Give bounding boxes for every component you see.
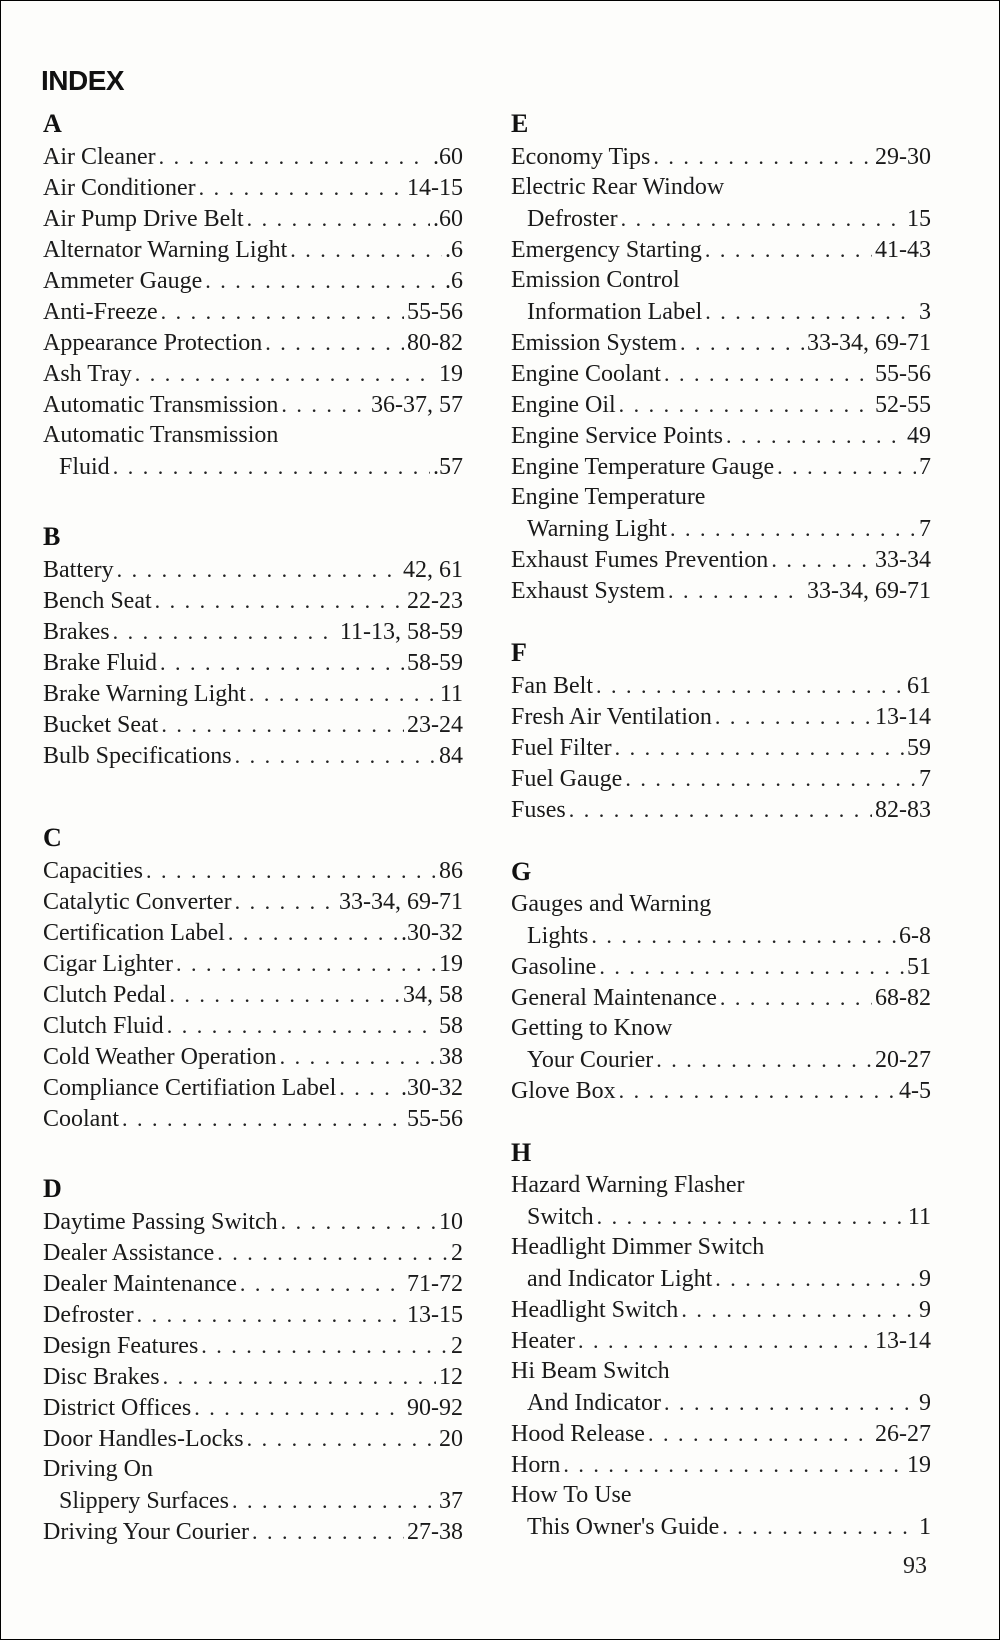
section-letter: H: [511, 1138, 532, 1167]
index-term: Hi Beam Switch: [511, 1358, 670, 1384]
index-entry: [43, 265, 463, 296]
index-entry: [43, 585, 463, 616]
page-ref: 58: [439, 1013, 463, 1039]
index-term: Gauges and Warning: [511, 891, 712, 917]
dot-leader: [339, 1072, 398, 1103]
page-ref: 13-14: [875, 1328, 931, 1354]
dot-leader: [668, 575, 804, 606]
dot-leader: [715, 1263, 916, 1294]
index-entry: [511, 920, 931, 951]
index-term: Door Handles-Locks: [43, 1426, 244, 1452]
index-term: Brakes: [43, 619, 110, 645]
index-entry: [43, 1361, 463, 1392]
index-column-right: [511, 107, 931, 1542]
page-ref: 9: [919, 1266, 931, 1292]
index-term: Defroster: [43, 1302, 134, 1328]
index-entry: [43, 554, 463, 585]
section-h: [511, 1136, 931, 1542]
index-entry: [43, 1485, 463, 1516]
page-ref: 20-27: [875, 1047, 931, 1073]
index-entry: [43, 296, 463, 327]
dot-leader: [653, 141, 872, 172]
dot-leader: [235, 740, 436, 771]
page-ref: 2: [451, 1333, 463, 1359]
page-ref: 27-38: [407, 1519, 463, 1545]
page-ref: 1: [919, 1514, 931, 1540]
index-entry: [511, 420, 931, 451]
index-term: Clutch Fluid: [43, 1013, 164, 1039]
index-term: Alternator Warning Light: [43, 237, 288, 263]
dot-leader: [146, 855, 436, 886]
index-term: Dealer Assistance: [43, 1240, 215, 1266]
index-entry: [43, 203, 463, 234]
dot-leader: [596, 670, 904, 701]
index-term: Economy Tips: [511, 144, 651, 170]
index-entry: [511, 1511, 931, 1542]
page-ref: 37: [439, 1488, 463, 1514]
page-ref: 4-5: [899, 1078, 931, 1104]
index-entry: [43, 1516, 463, 1547]
dot-leader: [648, 1418, 872, 1449]
index-entry: [511, 1044, 931, 1075]
page-ref: 52-55: [875, 392, 931, 418]
index-entry: [43, 1392, 463, 1423]
index-entry: [43, 917, 463, 948]
index-term: Emission Control: [511, 267, 680, 293]
dot-leader: [176, 948, 436, 979]
index-entry: [511, 1201, 931, 1232]
dot-leader: [597, 1201, 905, 1232]
page-ref: 33-34, 69-71: [807, 578, 931, 604]
page-ref: .6: [445, 237, 463, 263]
index-entry: [43, 948, 463, 979]
page-ref: 61: [907, 673, 931, 699]
index-term: Catalytic Converter: [43, 889, 232, 915]
dot-leader: [680, 327, 804, 358]
index-subterm: This Owner's Guide: [527, 1514, 720, 1540]
page-ref: 9: [919, 1297, 931, 1323]
index-entry: [43, 389, 463, 420]
index-entry: [43, 451, 463, 482]
dot-leader: [720, 982, 872, 1013]
dot-leader: [137, 1299, 404, 1330]
page-ref: 19: [439, 361, 463, 387]
index-entry: [43, 979, 463, 1010]
page-ref: 82-83: [875, 797, 931, 823]
dot-leader: [135, 358, 436, 389]
index-entry: [511, 575, 931, 606]
page-ref: 9: [919, 1390, 931, 1416]
index-term: Engine Service Points: [511, 423, 723, 449]
index-subterm: Warning Light: [527, 516, 668, 542]
dot-leader: [117, 554, 400, 585]
page-number: 93: [903, 1553, 927, 1579]
index-term: Capacities: [43, 858, 143, 884]
page-ref: 34, 58: [403, 982, 463, 1008]
dot-leader: [217, 1237, 448, 1268]
page-ref: 55-56: [875, 361, 931, 387]
index-entry: [43, 886, 463, 917]
page-ref: 14-15: [407, 175, 463, 201]
section-letter: B: [43, 522, 61, 551]
dot-leader: [113, 451, 430, 482]
page-ref: 29-30: [875, 144, 931, 170]
section-letter: G: [511, 857, 532, 886]
index-title: INDEX: [41, 65, 125, 96]
page-ref: 7: [919, 454, 931, 480]
page-ref: 33-34: [875, 547, 931, 573]
index-term: Emission System: [511, 330, 678, 356]
dot-leader: [235, 886, 336, 917]
page-ref: 7: [919, 516, 931, 542]
index-entry: [511, 141, 931, 172]
index-entry: [511, 203, 931, 234]
page-ref: .6: [445, 268, 463, 294]
section-b: [43, 520, 463, 771]
index-term: Fuel Filter: [511, 735, 612, 761]
index-entry: [43, 1072, 463, 1103]
index-entry: [43, 1299, 463, 1330]
dot-leader: [705, 296, 916, 327]
index-term: Hazard Warning Flasher: [511, 1172, 745, 1198]
index-term: Battery: [43, 557, 114, 583]
page-ref: 59: [907, 735, 931, 761]
index-term: Brake Warning Light: [43, 681, 246, 707]
page-ref: 71-72: [407, 1271, 463, 1297]
page-ref: 38: [439, 1044, 463, 1070]
index-entry: [511, 296, 931, 327]
index-term: Cigar Lighter: [43, 951, 173, 977]
index-term: Engine Coolant: [511, 361, 661, 387]
page-ref: 86: [439, 858, 463, 884]
index-term: Gasoline: [511, 954, 597, 980]
index-term: Air Cleaner: [43, 144, 156, 170]
page-ref: 42, 61: [403, 557, 463, 583]
dot-leader: [201, 1330, 448, 1361]
dot-leader: [656, 1044, 872, 1075]
index-entry: [511, 701, 931, 732]
index-term: Electric Rear Window: [511, 174, 725, 200]
index-term: Appearance Protection: [43, 330, 263, 356]
dot-leader: [194, 1392, 404, 1423]
index-entry: [43, 1330, 463, 1361]
dot-leader: [563, 1449, 904, 1480]
page-ref: 36-37, 57: [371, 392, 463, 418]
index-subterm: Your Courier: [527, 1047, 654, 1073]
index-entry: [511, 1387, 931, 1418]
dot-leader: [281, 1206, 436, 1237]
page-ref: .30-32: [401, 1075, 463, 1101]
index-entry: [511, 389, 931, 420]
page-ref: 58-59: [407, 650, 463, 676]
index-entry: [511, 670, 931, 701]
index-term: Clutch Pedal: [43, 982, 167, 1008]
page-ref: 6-8: [899, 923, 931, 949]
section-letter: C: [43, 823, 62, 852]
dot-leader: [232, 1485, 436, 1516]
index-entry: [43, 678, 463, 709]
page-ref: .30-32: [401, 920, 463, 946]
index-subterm: Fluid: [59, 454, 110, 480]
index-term: Hood Release: [511, 1421, 645, 1447]
page-ref: 55-56: [407, 1106, 463, 1132]
index-term: Automatic Transmission: [43, 422, 279, 448]
section-f: [511, 636, 931, 825]
page-ref: 68-82: [875, 985, 931, 1011]
index-term: Engine Temperature Gauge: [511, 454, 775, 480]
section-e: [511, 107, 931, 606]
index-term: Driving On: [43, 1456, 153, 1482]
index-term: Horn: [511, 1452, 561, 1478]
index-term: Certification Label: [43, 920, 225, 946]
index-entry: [43, 709, 463, 740]
dot-leader: [160, 647, 404, 678]
dot-leader: [615, 732, 904, 763]
dot-leader: [591, 920, 896, 951]
dot-leader: [240, 1268, 404, 1299]
dot-leader: [578, 1325, 872, 1356]
dot-leader: [247, 1423, 436, 1454]
index-term: District Offices: [43, 1395, 192, 1421]
index-term: Disc Brakes: [43, 1364, 160, 1390]
index-entry: [43, 1206, 463, 1237]
index-subterm: Information Label: [527, 299, 703, 325]
index-entry: [43, 740, 463, 771]
index-entry: [511, 451, 931, 482]
index-entry: [511, 513, 931, 544]
dot-leader: [252, 1516, 404, 1547]
index-entry: [511, 1075, 931, 1106]
index-entry: [511, 1294, 931, 1325]
index-term: Headlight Switch: [511, 1297, 679, 1323]
index-term: Fan Belt: [511, 673, 593, 699]
section-c: [43, 821, 463, 1134]
section-g: [511, 855, 931, 1106]
page-ref: 13-14: [875, 704, 931, 730]
index-term: Emergency Starting: [511, 237, 702, 263]
index-entry: [43, 172, 463, 203]
page-ref: 55-56: [407, 299, 463, 325]
index-entry: [511, 951, 931, 982]
index-term: Design Features: [43, 1333, 199, 1359]
page-ref: .57: [433, 454, 463, 480]
index-subterm: Switch: [527, 1204, 594, 1230]
index-term: Compliance Certifiation Label: [43, 1075, 337, 1101]
page-ref: 22-23: [407, 588, 463, 614]
section-a: [43, 107, 463, 482]
index-subterm: Lights: [527, 923, 589, 949]
page-ref: 2: [451, 1240, 463, 1266]
dot-leader: [705, 234, 872, 265]
page-ref: .60: [433, 206, 463, 232]
dot-leader: [161, 296, 404, 327]
page-ref: 20: [439, 1426, 463, 1452]
page-ref: 49: [907, 423, 931, 449]
page-ref: 51: [907, 954, 931, 980]
dot-leader: [163, 1361, 436, 1392]
dot-leader: [199, 172, 404, 203]
dot-leader: [619, 1075, 896, 1106]
index-entry: [43, 616, 463, 647]
page-ref: .60: [433, 144, 463, 170]
dot-leader: [664, 1387, 916, 1418]
page-ref: 33-34, 69-71: [339, 889, 463, 915]
index-term: Air Pump Drive Belt: [43, 206, 244, 232]
index-term: Exhaust Fumes Prevention: [511, 547, 769, 573]
index-term: Headlight Dimmer Switch: [511, 1234, 765, 1260]
index-entry: [43, 234, 463, 265]
index-term: Glove Box: [511, 1078, 616, 1104]
page-ref: 19: [439, 951, 463, 977]
dot-leader: [569, 794, 872, 825]
index-term: Bucket Seat: [43, 712, 159, 738]
dot-leader: [167, 1010, 436, 1041]
index-term: Cold Weather Operation: [43, 1044, 277, 1070]
page-ref: 26-27: [875, 1421, 931, 1447]
dot-leader: [228, 917, 398, 948]
index-entry: [43, 1268, 463, 1299]
dot-leader: [777, 451, 916, 482]
section-d: [43, 1172, 463, 1547]
dot-leader: [625, 763, 916, 794]
index-term: Fuses: [511, 797, 566, 823]
index-term: Exhaust System: [511, 578, 665, 604]
section-letter: F: [511, 638, 527, 667]
index-term: Air Conditioner: [43, 175, 196, 201]
page-ref: 13-15: [407, 1302, 463, 1328]
index-entry: [43, 647, 463, 678]
index-entry: [511, 358, 931, 389]
dot-leader: [247, 203, 430, 234]
page-ref: 3: [919, 299, 931, 325]
dot-leader: [249, 678, 437, 709]
index-subterm: And Indicator: [527, 1390, 661, 1416]
index-term: General Maintenance: [511, 985, 717, 1011]
index-term: Anti-Freeze: [43, 299, 158, 325]
dot-leader: [722, 1511, 916, 1542]
index-entry: [511, 234, 931, 265]
index-term: Fuel Gauge: [511, 766, 623, 792]
dot-leader: [771, 544, 872, 575]
index-term: Ammeter Gauge: [43, 268, 203, 294]
section-letter: A: [43, 109, 62, 138]
index-entry: [511, 1325, 931, 1356]
index-entry: [511, 794, 931, 825]
dot-leader: [113, 616, 337, 647]
index-entry: [43, 1103, 463, 1134]
page-ref: 15: [907, 206, 931, 232]
index-entry: [43, 327, 463, 358]
index-entry: [43, 1423, 463, 1454]
index-entry: [43, 855, 463, 886]
page-ref: 7: [919, 766, 931, 792]
index-subterm: Defroster: [527, 206, 618, 232]
page-ref: 19: [907, 1452, 931, 1478]
index-term: Automatic Transmission: [43, 392, 279, 418]
dot-leader: [599, 951, 904, 982]
page-ref: 84: [439, 743, 463, 769]
dot-leader: [281, 389, 368, 420]
index-entry: [43, 141, 463, 172]
index-entry: [511, 327, 931, 358]
dot-leader: [161, 709, 404, 740]
dot-leader: [280, 1041, 436, 1072]
page-ref: 80-82: [407, 330, 463, 356]
index-term: Engine Temperature: [511, 484, 706, 510]
index-term: Engine Oil: [511, 392, 616, 418]
index-entry: [43, 1010, 463, 1041]
dot-leader: [619, 389, 872, 420]
dot-leader: [681, 1294, 916, 1325]
dot-leader: [155, 585, 404, 616]
index-term: Daytime Passing Switch: [43, 1209, 278, 1235]
index-entry: [43, 1041, 463, 1072]
index-entry: [511, 982, 931, 1013]
index-entry: [511, 544, 931, 575]
dot-leader: [290, 234, 442, 265]
index-entry: [511, 732, 931, 763]
index-term: Coolant: [43, 1106, 119, 1132]
page-ref: 41-43: [875, 237, 931, 263]
index-term: Bench Seat: [43, 588, 152, 614]
index-subterm: Slippery Surfaces: [59, 1488, 229, 1514]
dot-leader: [159, 141, 430, 172]
index-term: Fresh Air Ventilation: [511, 704, 712, 730]
index-term: Heater: [511, 1328, 575, 1354]
index-term: Getting to Know: [511, 1015, 673, 1041]
index-entry: [511, 1449, 931, 1480]
dot-leader: [670, 513, 916, 544]
page-ref: 33-34, 69-71: [807, 330, 931, 356]
index-term: Bulb Specifications: [43, 743, 232, 769]
page-ref: 11-13, 58-59: [339, 619, 463, 645]
dot-leader: [715, 701, 872, 732]
index-subterm: and Indicator Light: [527, 1266, 713, 1292]
index-term: Driving Your Courier: [43, 1519, 250, 1545]
section-letter: D: [43, 1174, 62, 1203]
dot-leader: [265, 327, 404, 358]
dot-leader: [122, 1103, 404, 1134]
index-entry: [43, 1237, 463, 1268]
index-entry: [511, 763, 931, 794]
page-ref: 23-24: [407, 712, 463, 738]
page-ref: 11: [439, 681, 463, 707]
dot-leader: [205, 265, 442, 296]
dot-leader: [664, 358, 872, 389]
index-term: Ash Tray: [43, 361, 132, 387]
page-ref: 90-92: [407, 1395, 463, 1421]
page-ref: 11: [907, 1204, 931, 1230]
dot-leader: [169, 979, 400, 1010]
dot-leader: [621, 203, 904, 234]
page-ref: 12: [439, 1364, 463, 1390]
index-term: Dealer Maintenance: [43, 1271, 237, 1297]
index-column-left: [43, 107, 463, 1547]
index-entry: [43, 358, 463, 389]
index-entry: [511, 1263, 931, 1294]
section-letter: E: [511, 109, 529, 138]
dot-leader: [726, 420, 904, 451]
index-term: Brake Fluid: [43, 650, 157, 676]
index-entry: [511, 1418, 931, 1449]
page-ref: 10: [439, 1209, 463, 1235]
index-term: How To Use: [511, 1482, 632, 1508]
